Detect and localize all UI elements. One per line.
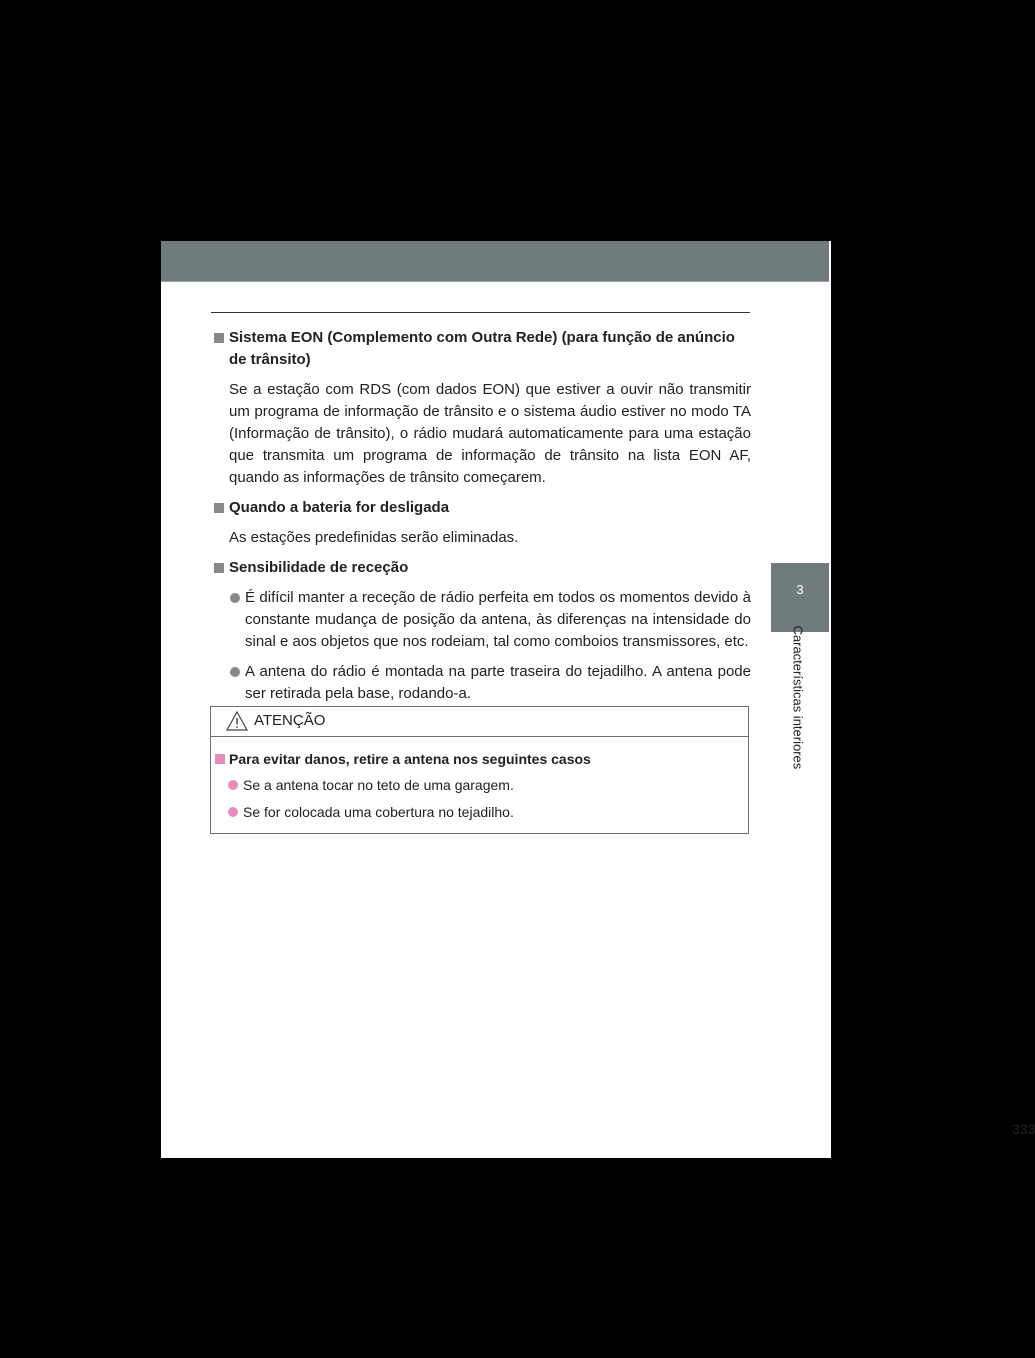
warning-header — [211, 707, 748, 737]
section-body-eon: Se a estação com RDS (com dados EON) que estiver a ouvir não transmitir um programa de informação de trânsito e o sistema áudio estiver no modo TA (Informação de trânsito), o rádio mudará automaticamente para uma estação que transmita um programa de informação de trânsito na lista EON AF, quando as informações de trânsito começarem. — [229, 381, 751, 486]
list-item: A antena do rádio é montada na parte traseira do tejadilho. A antena pode ser retirada pela base, rodando-a. — [211, 661, 751, 705]
round-bullet-icon — [228, 807, 238, 817]
main-content — [211, 327, 751, 713]
page-number: 333 — [1012, 1121, 1035, 1137]
section-heading-battery: Quando a bateria for desligada — [211, 497, 751, 519]
top-rule — [211, 312, 750, 313]
round-bullet-icon — [230, 667, 240, 677]
warning-body — [211, 737, 748, 823]
chapter-tab[interactable] — [771, 563, 829, 632]
warning-triangle-icon — [226, 711, 248, 731]
square-bullet-icon — [214, 333, 224, 343]
round-bullet-icon — [228, 780, 238, 790]
list-item: Se a antena tocar no teto de uma garagem. — [211, 774, 748, 796]
warning-heading: Para evitar danos, retire a antena nos seguintes casos — [211, 748, 748, 770]
square-bullet-icon — [215, 754, 225, 764]
header-bar — [161, 241, 829, 282]
chapter-side-label: Características interiores — [790, 625, 806, 770]
manual-page — [161, 241, 1035, 1158]
warning-box — [210, 706, 749, 834]
list-item: É difícil manter a receção de rádio perfeita em todos os momentos devido à constante mudança de posição da antena, às diferenças na intensidade do sinal e aos objetos que nos rodeiam, tal como comboios transmissores, etc. — [211, 587, 751, 653]
section-heading-eon: Sistema EON (Complemento com Outra Rede) (para função de anúncio de trânsito) — [211, 327, 751, 371]
square-bullet-icon — [214, 503, 224, 513]
section-heading-sensitivity: Sensibilidade de receção — [211, 557, 751, 579]
list-item: Se for colocada uma cobertura no tejadilho. — [211, 801, 748, 823]
chapter-number: 3 — [796, 582, 804, 597]
warning-title: ATENÇÃO — [254, 712, 326, 729]
section-body-battery: As estações predefinidas serão eliminadas. — [229, 529, 519, 546]
round-bullet-icon — [230, 593, 240, 603]
square-bullet-icon — [214, 563, 224, 573]
